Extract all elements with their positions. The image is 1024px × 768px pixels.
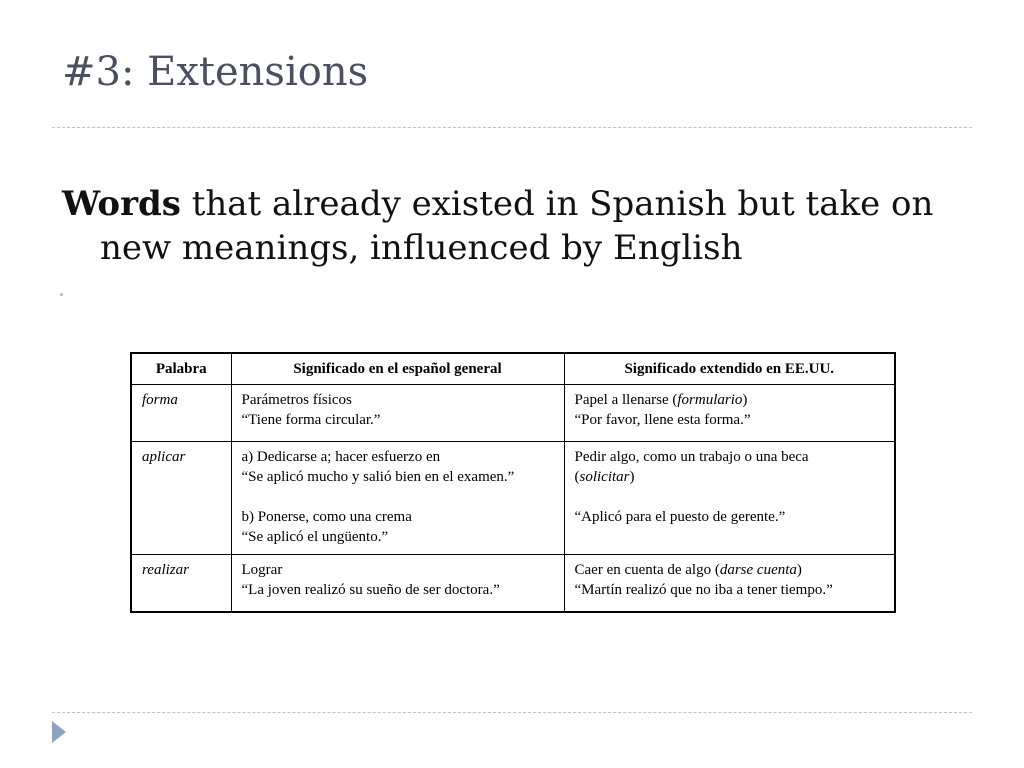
word-cell: aplicar xyxy=(131,442,231,555)
extended-meaning-cell xyxy=(564,385,895,442)
body-rest: that already existed in Spanish but take on new meanings, influenced by English xyxy=(100,184,934,268)
slide-title: #3: Extensions xyxy=(62,49,369,95)
example-line: “Se aplicó mucho y salió bien en el examen.” xyxy=(241,469,515,485)
empty-bullet-dot xyxy=(60,293,63,296)
play-triangle-icon[interactable] xyxy=(52,721,66,743)
extended-meaning-cell xyxy=(564,555,895,612)
word-cell: forma xyxy=(131,385,231,442)
example-line: “Aplicó para el puesto de gerente.” xyxy=(574,509,786,525)
meaning-line: Pedir algo, como un trabajo o una beca xyxy=(574,449,809,465)
meaning-line: Papel a llenarse (formulario) xyxy=(574,392,748,408)
word-cell: realizar xyxy=(131,555,231,612)
meaning-line: Parámetros físicos xyxy=(241,392,352,408)
example-line: “Se aplicó el ungüento.” xyxy=(241,529,389,545)
example-line: “Tiene forma circular.” xyxy=(241,412,381,428)
header-general: Significado en el español general xyxy=(231,353,564,385)
header-extended: Significado extendido en EE.UU. xyxy=(564,353,895,385)
title-divider xyxy=(52,127,972,128)
footer-divider xyxy=(52,712,972,713)
body-text xyxy=(62,182,1000,270)
table-row xyxy=(131,442,895,555)
meaning-line: b) Ponerse, como una crema xyxy=(241,509,412,525)
meaning-line-cont: (solicitar) xyxy=(574,469,635,485)
equivalent-term: solicitar xyxy=(579,469,630,485)
meaning-line: Caer en cuenta de algo (darse cuenta) xyxy=(574,562,802,578)
example-line: “Martín realizó que no iba a tener tiempo.” xyxy=(574,582,833,598)
table-row xyxy=(131,555,895,612)
meaning-line: a) Dedicarse a; hacer esfuerzo en xyxy=(241,449,441,465)
general-meaning-cell xyxy=(231,442,564,555)
header-palabra: Palabra xyxy=(131,353,231,385)
example-line: “Por favor, llene esta forma.” xyxy=(574,412,751,428)
general-meaning-cell xyxy=(231,385,564,442)
body-bold-word: Words xyxy=(62,184,181,224)
vocabulary-table xyxy=(130,352,896,613)
table-row xyxy=(131,385,895,442)
example-line: “La joven realizó su sueño de ser doctora.” xyxy=(241,582,500,598)
extended-meaning-cell xyxy=(564,442,895,555)
equivalent-term: darse cuenta xyxy=(719,562,797,578)
general-meaning-cell xyxy=(231,555,564,612)
table-header-row xyxy=(131,353,895,385)
equivalent-term: formulario xyxy=(677,392,743,408)
meaning-line: Lograr xyxy=(241,562,283,578)
